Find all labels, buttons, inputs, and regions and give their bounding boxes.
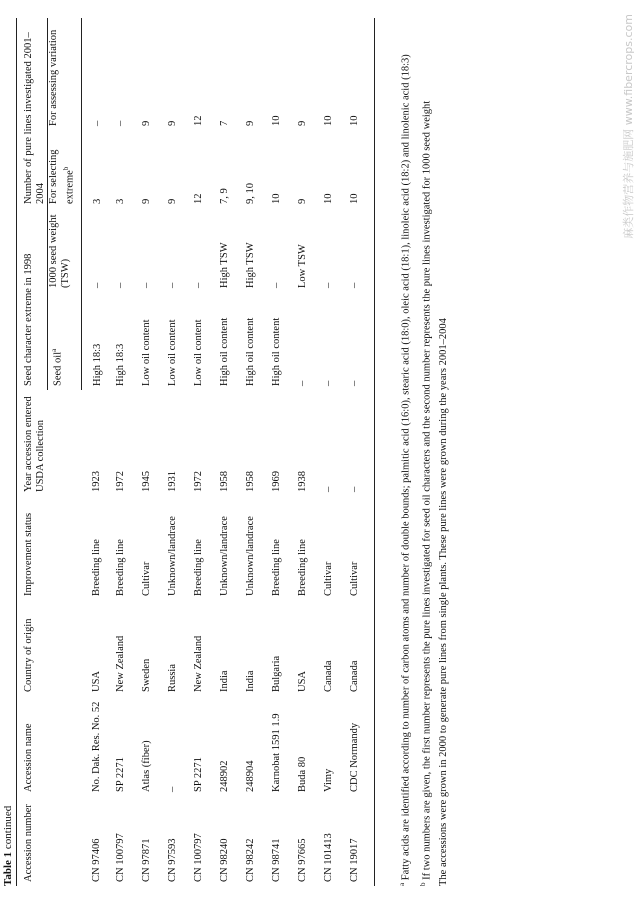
cell-year: 1958	[218, 471, 230, 492]
cell-assessing: 10	[322, 115, 334, 126]
cell-selecting: 10	[322, 193, 334, 204]
cell-year: 1969	[270, 471, 282, 492]
table-row	[318, 18, 344, 886]
table-row	[344, 18, 375, 886]
cell-name: Karnobat 1591 1.9	[270, 713, 282, 792]
cell-tsw: –	[192, 282, 204, 288]
footnotes	[396, 16, 454, 886]
footnote-c: The accessions were grown in 2000 to generate pure lines from single plants. These pure lines were grown during the years 2001–2004	[438, 318, 449, 886]
cell-assessing: 7	[218, 120, 230, 126]
cell-status: Breeding line	[114, 539, 126, 596]
col-accession-name: Accession name	[17, 696, 82, 796]
cell-year: –	[344, 390, 375, 496]
cell-name: CDC Normandy	[344, 696, 375, 796]
cell-country: Canada	[322, 660, 334, 692]
cell-status: Breeding line	[296, 539, 308, 596]
cell-year: 1931	[166, 471, 178, 492]
cell-number: CN 97871	[140, 838, 152, 882]
cell-status: Unknown/landrace	[166, 516, 178, 596]
cell-year: 1945	[140, 471, 152, 492]
cell-oil: High oil content	[244, 317, 256, 386]
cell-oil: Low oil content	[140, 319, 152, 386]
cell-status: Unknown/landrace	[244, 516, 256, 596]
cell-oil: –	[322, 380, 334, 386]
table-body	[81, 18, 374, 886]
cell-status: Cultivar	[344, 496, 375, 600]
table-caption-text: continued	[2, 805, 14, 850]
cell-selecting: 9	[140, 198, 152, 204]
table-row	[292, 18, 318, 886]
cell-status: Cultivar	[322, 561, 334, 596]
cell-number: CN 98240	[218, 838, 230, 882]
cell-tsw: –	[344, 208, 375, 292]
cell-number: CN 98242	[244, 838, 256, 882]
cell-number: CN 97593	[166, 838, 178, 882]
cell-name: 248902	[218, 760, 230, 792]
cell-oil: High 18:3	[114, 343, 126, 386]
cell-country: Sweden	[140, 658, 152, 692]
table-row	[188, 18, 214, 886]
cell-assessing: 9	[166, 120, 178, 126]
col-country: Country of origin	[17, 600, 82, 696]
cell-tsw: High TSW	[244, 242, 256, 288]
accessions-table	[16, 18, 375, 886]
cell-country: New Zealand	[114, 635, 126, 692]
cell-assessing: 9	[244, 120, 256, 126]
cell-selecting: 3	[91, 198, 103, 204]
cell-assessing: 9	[140, 120, 152, 126]
cell-name: No. Dak. Res. No. 52	[91, 701, 102, 792]
cell-country: Canada	[344, 600, 375, 696]
cell-status: Unknown/landrace	[218, 516, 230, 596]
cell-number: CN 19017	[344, 796, 375, 886]
cell-selecting: 9	[166, 198, 178, 204]
table-row	[81, 18, 110, 886]
cell-name: –	[166, 786, 178, 792]
col-selecting: For selecting extreme$^b$	[48, 130, 82, 208]
cell-oil: –	[344, 292, 375, 390]
cell-country: New Zealand	[192, 635, 204, 692]
cell-year: 1972	[114, 471, 126, 492]
cell-oil: –	[296, 380, 308, 386]
cell-country: Russia	[166, 663, 178, 692]
table-caption	[2, 806, 14, 886]
cell-name: Atlas (fiber)	[140, 740, 152, 792]
cell-name: SP 2271	[192, 757, 204, 792]
cell-assessing: 10	[270, 115, 282, 126]
cell-tsw: –	[166, 282, 178, 288]
col-year: Year accession entered USDA collection	[17, 390, 82, 496]
col-assessing: For assessing variation	[48, 18, 82, 130]
table-row	[162, 18, 188, 886]
cell-oil: High oil content	[218, 317, 230, 386]
cell-tsw: Low TSW	[296, 244, 308, 288]
site-watermark: 麻类作物营养与施肥网 www.fibercrops.com	[622, 14, 635, 239]
table-row	[110, 18, 136, 886]
cell-number: CN 97406	[91, 838, 102, 882]
cell-number: CN 100797	[114, 833, 126, 882]
cell-status: Breeding line	[91, 539, 102, 596]
cell-selecting: 10	[270, 193, 282, 204]
cell-country: USA	[296, 670, 308, 692]
cell-tsw: –	[91, 282, 103, 288]
cell-status: Cultivar	[140, 561, 152, 596]
cell-year: 1958	[244, 471, 256, 492]
cell-assessing: 12	[192, 115, 204, 126]
cell-selecting: 12	[192, 193, 204, 204]
table-row	[240, 18, 266, 886]
footnote-b: $^b$ If two numbers are given, the first number represents the pure lines investigated for seed oil characters and the second number represents the pure lines investigated for 1000 seed weight	[418, 100, 432, 886]
cell-selecting: 3	[114, 198, 126, 204]
cell-country: USA	[91, 670, 102, 692]
col-seed-oil: Seed oil$^a$	[48, 292, 82, 390]
cell-year: 1972	[192, 471, 204, 492]
cell-tsw: –	[140, 282, 152, 288]
cell-tsw: –	[270, 282, 282, 288]
cell-year: –	[322, 486, 334, 492]
cell-country: India	[244, 670, 256, 692]
cell-oil: High 18:3	[91, 343, 103, 386]
cell-assessing: 10	[344, 18, 375, 130]
cell-country: India	[218, 670, 230, 692]
cell-assessing: 9	[296, 120, 308, 126]
cell-selecting: 9, 10	[244, 183, 256, 204]
cell-number: CN 97665	[296, 838, 308, 882]
cell-number: CN 98741	[270, 838, 282, 882]
cell-number: CN 101413	[322, 833, 334, 882]
cell-tsw: –	[322, 282, 334, 288]
cell-name: Vimy	[322, 768, 334, 792]
cell-number: CN 100797	[192, 833, 204, 882]
col-pure-lines: Number of pure lines investigated 2001–2004	[17, 18, 48, 208]
cell-year: 1938	[296, 471, 308, 492]
table-row	[266, 18, 292, 886]
table-row	[136, 18, 162, 886]
col-seed-character: Seed character extreme in 1998	[17, 208, 48, 390]
cell-oil: Low oil content	[166, 319, 178, 386]
cell-country: Bulgaria	[270, 655, 282, 692]
cell-selecting: 7, 9	[218, 188, 230, 204]
col-tsw: 1000 seed weight (TSW)	[48, 208, 82, 292]
cell-selecting: 9	[296, 198, 308, 204]
table-row	[214, 18, 240, 886]
cell-name: Buda 80	[296, 756, 308, 792]
cell-tsw: High TSW	[218, 242, 230, 288]
cell-year: 1923	[91, 471, 102, 492]
table-label: Table 1	[2, 851, 14, 886]
footnote-a: $^a$ Fatty acids are identified according to number of carbon atoms and number of double bounds; palmitic acid (16:0), stearic acid (18:0), oleic acid (18:1), linoleic acid (18:2) and linolenic acid (18:3)	[398, 54, 412, 886]
cell-assessing: –	[114, 120, 126, 126]
cell-selecting: 10	[344, 130, 375, 208]
cell-oil: High oil content	[270, 317, 282, 386]
cell-tsw: –	[114, 282, 126, 288]
col-accession-number: Accession number	[17, 796, 82, 886]
cell-status: Breeding line	[270, 539, 282, 596]
col-improvement: Improvement status	[17, 496, 82, 600]
cell-name: 248904	[244, 760, 256, 792]
cell-assessing: –	[91, 120, 103, 126]
cell-oil: Low oil content	[192, 319, 204, 386]
cell-name: SP 2271	[114, 757, 126, 792]
cell-status: Breeding line	[192, 539, 204, 596]
